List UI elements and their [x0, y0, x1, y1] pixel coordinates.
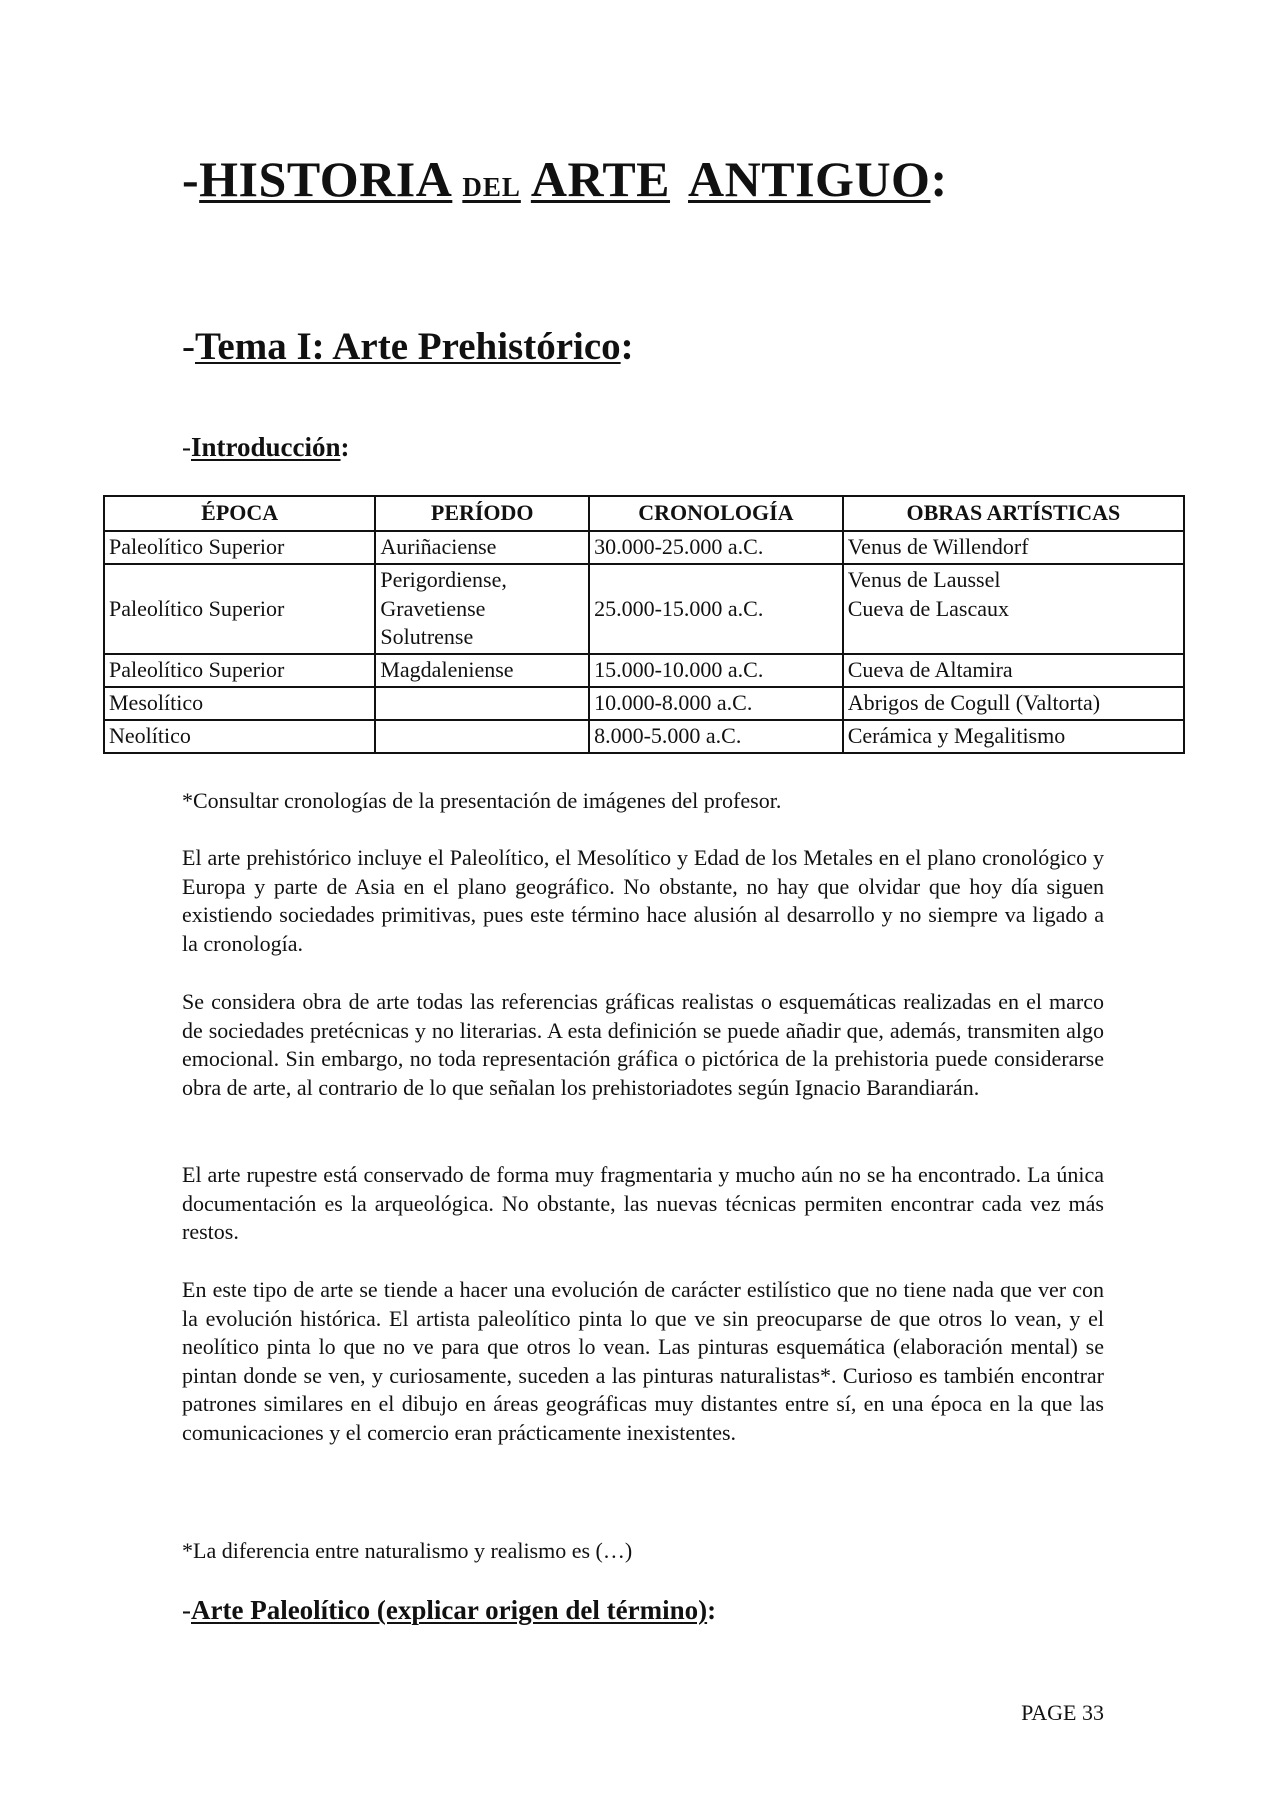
subsection-dash: - [182, 432, 191, 462]
page-number: PAGE 33 [1021, 1700, 1104, 1725]
table-row [104, 564, 1184, 654]
cell-obras [843, 654, 1184, 687]
body-paragraph: El arte rupestre está conservado de forma muy fragmentaria y mucho aún no se ha encontrado. La única documentación es la arqueológica. No obstante, las nuevas técnicas permiten encontrar cada vez más restos. [182, 1162, 1104, 1244]
cell-cronologia: 15.000-10.000 a.C. [589, 654, 843, 687]
next-section-heading [182, 1596, 716, 1626]
cell-epoca: Neolítico [104, 720, 375, 753]
table-row [104, 687, 1184, 720]
title-word-historia: HISTORIA [199, 151, 453, 207]
cell-cronologia: 25.000-15.000 a.C. [589, 564, 843, 654]
naturalism-note: *La diferencia entre naturalismo y realismo es (…) [182, 1538, 633, 1563]
table-row [104, 531, 1184, 564]
cell-epoca: Mesolítico [104, 687, 375, 720]
cell-epoca: Paleolítico Superior [104, 654, 375, 687]
cell-periodo-line: Perigordiense, [380, 567, 507, 592]
subsection-heading-text: Introducción [191, 432, 341, 462]
cell-epoca: Paleolítico Superior [104, 564, 375, 654]
cell-obras-line: Venus de Willendorf [847, 534, 1029, 560]
cell-periodo-line: Gravetiense [380, 595, 486, 621]
header-epoca: ÉPOCA [104, 496, 375, 531]
document-title [182, 152, 948, 207]
title-word-del: DEL [462, 172, 521, 202]
next-section-heading-text: Arte Paleolítico (explicar origen del término) [191, 1595, 708, 1625]
title-colon: : [930, 151, 948, 207]
header-periodo: PERÍODO [375, 496, 589, 531]
title-underlined [199, 151, 930, 207]
section-heading-text: Tema I: Arte Prehistórico [195, 325, 621, 368]
title-word-arte: ARTE [530, 151, 671, 207]
section-dash: - [182, 325, 195, 368]
cell-obras [843, 720, 1184, 753]
cell-periodo [375, 564, 589, 654]
cell-periodo [375, 720, 589, 753]
cell-obras-line: Cueva de Altamira [847, 656, 1013, 682]
header-cronologia: CRONOLOGÍA [589, 496, 843, 531]
body-paragraph: El arte prehistórico incluye el Paleolítico, el Mesolítico y Edad de los Metales en el plano cronológico y Europa y parte de Asia en el plano geográfico. No obstante, no hay que olvidar que hoy día siguen existiendo sociedades primitivas, pues este término hace alusión al desarrollo y no siempre va ligado a la cronología. [182, 845, 1104, 956]
cell-cronologia: 10.000-8.000 a.C. [589, 687, 843, 720]
cell-obras [843, 687, 1184, 720]
cell-cronologia: 30.000-25.000 a.C. [589, 531, 843, 564]
header-obras: OBRAS ARTÍSTICAS [843, 496, 1184, 531]
table-row [104, 654, 1184, 687]
cell-obras [843, 564, 1184, 654]
cell-obras-line: Abrigos de Cogull (Valtorta) [847, 689, 1101, 715]
table-header-row [104, 496, 1184, 531]
subsection-colon: : [340, 432, 350, 462]
cell-periodo-line: Auriñaciense [380, 534, 497, 560]
cell-epoca: Paleolítico Superior [104, 531, 375, 564]
chronology-table [103, 495, 1185, 754]
cell-obras-line: Venus de Laussel [847, 567, 1001, 592]
section-heading [182, 326, 634, 369]
cell-periodo [375, 654, 589, 687]
title-word-antiguo: ANTIGUO [688, 151, 931, 207]
body-paragraph: Se considera obra de arte todas las referencias gráficas realistas o esquemáticas realizadas en el marco de sociedades pretécnicas y no literarias. A esta definición se puede añadir que, además, transmiten algo emocional. Sin embargo, no toda representación gráfica o pictórica de la prehistoria puede considerarse obra de arte, al contrario de lo que señalan los prehistoriadotes según Ignacio Barandiarán. [182, 989, 1104, 1100]
cell-periodo-line: Solutrense [380, 624, 474, 650]
subsection-heading [182, 433, 350, 463]
next-section-colon: : [707, 1595, 717, 1625]
chronology-note: *Consultar cronologías de la presentación de imágenes del profesor. [182, 788, 782, 813]
cell-periodo-line: Magdaleniense [380, 656, 514, 682]
cell-periodo [375, 687, 589, 720]
cell-obras [843, 531, 1184, 564]
next-section-dash: - [182, 1595, 191, 1625]
body-paragraph: En este tipo de arte se tiende a hacer una evolución de carácter estilístico que no tiene nada que ver con la evolución histórica. El artista paleolítico pinta lo que ve sin preocuparse de que otros lo vean, y el neolítico pinta lo que no ve para que otros lo vean. Las pinturas esquemática (elaboración mental) se pintan donde se ven, y curiosamente, suceden a las pinturas naturalistas*. Curioso es también encontrar patrones similares en el dibujo en áreas geográficas muy distantes entre sí, en una época en la que las comunicaciones y el comercio eran prácticamente inexistentes. [182, 1277, 1104, 1445]
cell-obras-line: Cueva de Lascaux [847, 595, 1009, 621]
title-dash: - [182, 151, 200, 207]
cell-cronologia: 8.000-5.000 a.C. [589, 720, 843, 753]
section-colon: : [620, 325, 634, 368]
table-row [104, 720, 1184, 753]
cell-periodo [375, 531, 589, 564]
cell-obras-line: Cerámica y Megalitismo [847, 722, 1066, 748]
